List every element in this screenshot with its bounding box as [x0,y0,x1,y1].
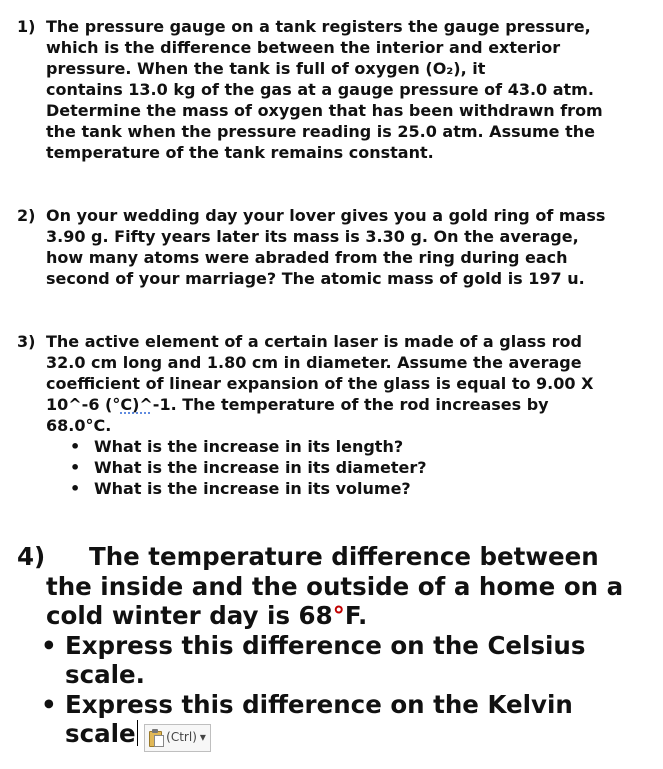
question-text [46,205,626,289]
text-line: the tank when the pressure reading is 25.0 atm. Assume the [46,122,595,141]
text-cursor [137,720,139,746]
bullet-text: scale. [65,660,145,689]
chevron-down-icon: ▾ [199,729,206,744]
bullet-icon: • [70,458,81,477]
text-fragment: cold winter day is 68 [46,601,333,630]
bullet-item-continuation [65,660,585,690]
question-text-first-line [89,542,599,572]
text-line: The pressure gauge on a tank registers the gauge pressure, [46,17,591,36]
bullet-list [70,436,626,499]
text-line: how many atoms were abraded from the ring during each [46,248,568,267]
bullet-text: Express this difference on the Celsius [65,630,586,660]
text-line: The active element of a certain laser is made of a glass rod [46,332,582,351]
text-line: On your wedding day your lover gives you a gold ring of mass [46,206,606,225]
text-line: contains 13.0 kg of the gas at a gauge pressure of 43.0 atm. [46,80,594,99]
bullet-text: What is the increase in its length? [94,437,404,456]
question-number: 3) [17,332,36,351]
bullet-item [70,478,626,499]
text-line: second of your marriage? The atomic mass of gold is 197 u. [46,269,585,288]
bullet-icon: • [41,630,57,660]
question-text [46,16,626,163]
text-fragment: -1. The temperature of the rod increases by [152,395,549,414]
text-line: temperature of the tank remains constant. [46,143,434,162]
clipboard-icon [149,729,163,746]
bullet-text: What is the increase in its diameter? [94,458,427,477]
text-line: 68.0°C. [46,416,112,435]
bullet-icon: • [70,479,81,498]
text-line: Determine the mass of oxygen that has been withdrawn from [46,101,603,120]
bullet-item [41,630,586,661]
bullet-list [41,630,586,752]
bullet-text: Express this difference on the Kelvin [65,689,573,719]
spelling-flag: C)^ [120,395,153,414]
text-line [46,601,623,631]
text-line: which is the difference between the interior and exterior [46,38,561,57]
text-line: 3.90 g. Fifty years later its mass is 3.30 g. On the average, [46,227,579,246]
paste-options-label: (Ctrl) [166,729,197,744]
question-text [46,572,623,631]
text-line [46,394,626,415]
paste-options-button[interactable] [144,724,211,752]
bullet-item [70,436,626,457]
bullet-text: What is the increase in its volume? [94,479,411,498]
bullet-item [41,689,585,720]
text-line: 32.0 cm long and 1.80 cm in diameter. Assume the average [46,353,582,372]
question-text [46,331,626,499]
bullet-icon: • [70,437,81,456]
text-fragment: 10^-6 (° [46,395,121,414]
question-number: 1) [17,17,36,36]
bullet-item [70,457,626,478]
bullet-icon: • [41,689,57,719]
text-fragment: F. [344,601,368,630]
text-line: coefficient of linear expansion of the glass is equal to 9.00 X [46,374,594,393]
question-number: 2) [17,206,36,225]
degree-symbol: ° [332,601,345,630]
bullet-item-continuation [65,719,585,752]
text-line: the inside and the outside of a home on a [46,571,624,601]
text-line: The temperature difference between [89,542,599,571]
bullet-text: scale [65,719,136,748]
text-line: pressure. When the tank is full of oxygen (O₂), it [46,59,486,78]
question-number: 4) [17,542,46,571]
